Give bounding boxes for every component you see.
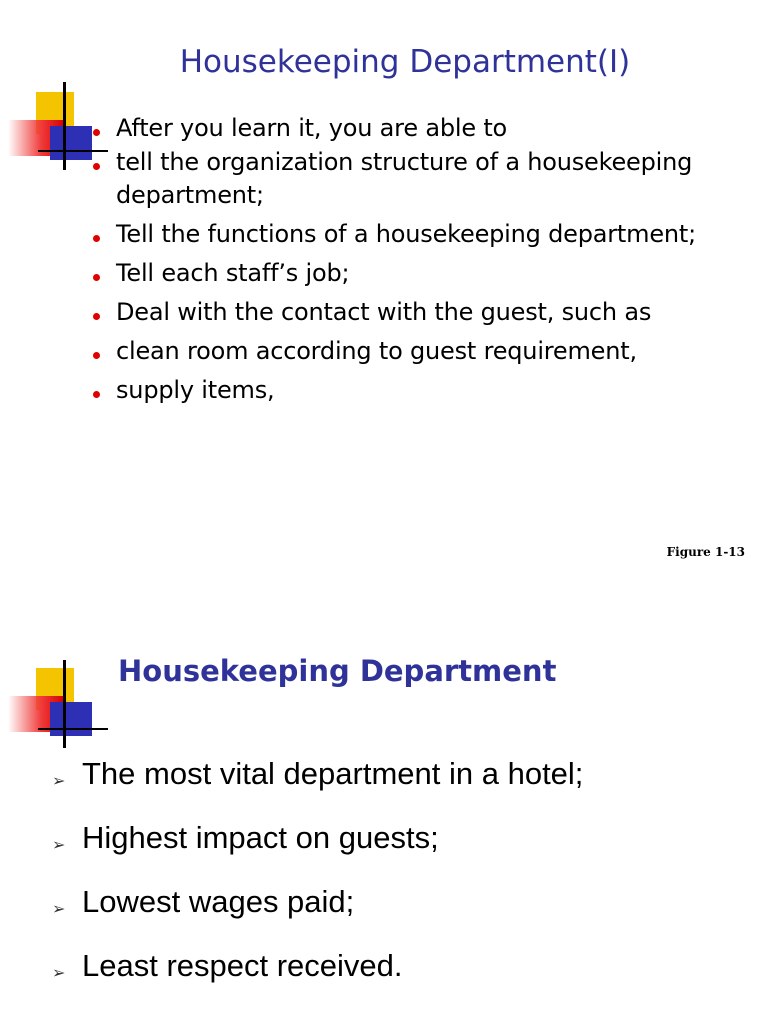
- list-item: Tell each staff’s job;: [90, 257, 750, 290]
- slide-2: [0, 620, 768, 1024]
- figure-caption: Figure 1-13: [666, 545, 745, 559]
- slide-logo-icon: [8, 660, 108, 750]
- list-item: After you learn it, you are able to: [90, 112, 750, 145]
- bullet-dot-icon: [93, 163, 100, 170]
- bullet-dot-icon: [93, 391, 100, 398]
- list-item: ➢ Least respect received.: [50, 946, 750, 986]
- list-item: ➢ Lowest wages paid;: [50, 882, 750, 922]
- list-item: supply items,: [90, 374, 750, 407]
- list-item: clean room according to guest requirement,: [90, 335, 750, 368]
- list-item: tell the organization structure of a housekeeping department;: [90, 146, 750, 212]
- bullet-list: [50, 754, 750, 1010]
- bullet-dot-icon: [93, 352, 100, 359]
- bullet-dot-icon: [93, 313, 100, 320]
- bullet-list: [90, 112, 750, 413]
- arrow-bullet-icon: ➢: [52, 901, 66, 918]
- page-title: Housekeeping Department(I): [179, 44, 631, 80]
- bullet-dot-icon: [93, 235, 100, 242]
- list-item: Deal with the contact with the guest, such as: [90, 296, 750, 329]
- arrow-bullet-icon: ➢: [52, 965, 66, 982]
- bullet-dot-icon: [93, 129, 100, 136]
- arrow-bullet-icon: ➢: [52, 837, 66, 854]
- arrow-bullet-icon: ➢: [52, 773, 66, 790]
- section-title: Housekeeping Department: [118, 654, 557, 688]
- list-item: Tell the functions of a housekeeping department;: [90, 218, 750, 251]
- list-item: ➢ Highest impact on guests;: [50, 818, 750, 858]
- list-item: ➢ The most vital department in a hotel;: [50, 754, 750, 794]
- bullet-dot-icon: [93, 274, 100, 281]
